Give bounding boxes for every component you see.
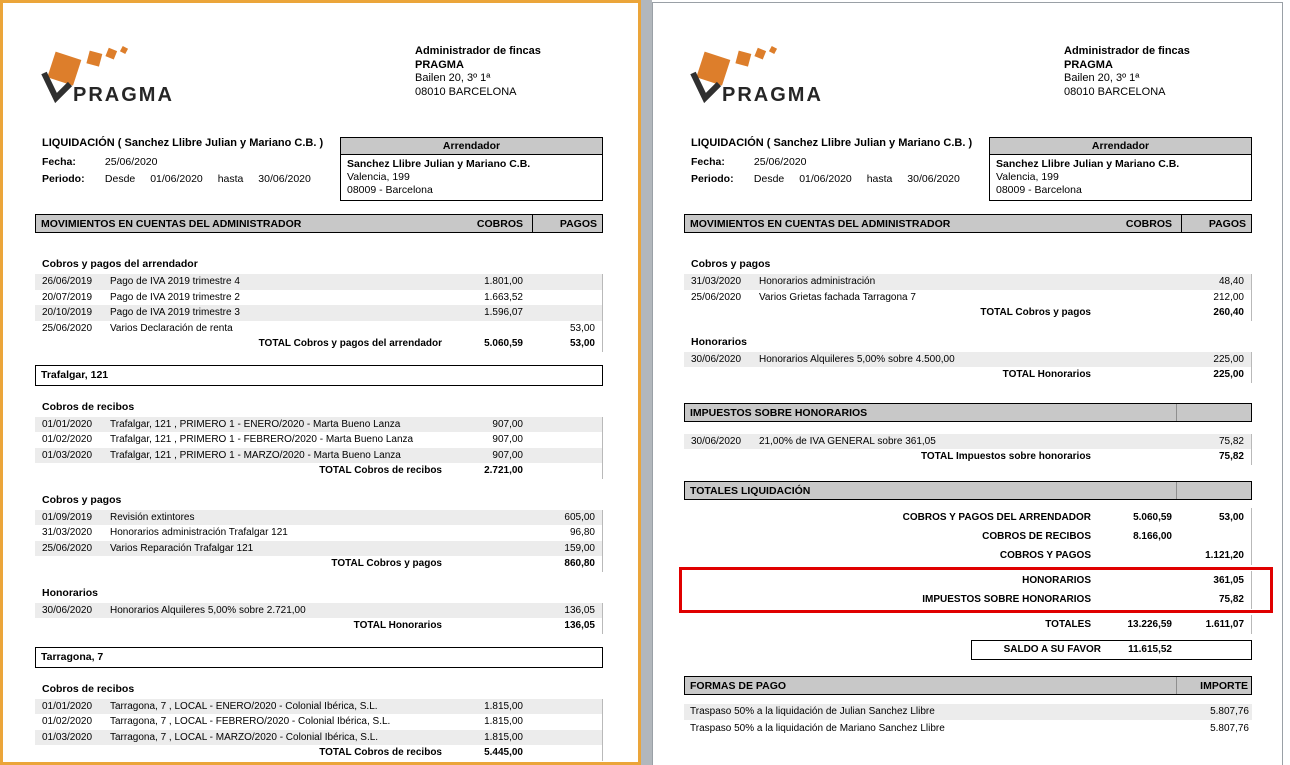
column-header-pagos: PAGOS <box>1181 215 1251 232</box>
total-row <box>35 618 603 634</box>
row-cobros: 1.663,52 <box>484 291 523 303</box>
company-address <box>1064 45 1252 107</box>
arrendador-box <box>989 137 1252 201</box>
row-pagos: 75,82 <box>1218 435 1244 447</box>
totals-cobros: 8.166,00 <box>1133 530 1172 542</box>
totals-row <box>684 508 1252 527</box>
totals-pagos: 53,00 <box>1218 511 1244 523</box>
table-row <box>684 352 1252 368</box>
property-header: Tarragona, 7 <box>35 647 603 668</box>
row-date: 30/06/2020 <box>42 604 93 616</box>
row-description: Pago de IVA 2019 trimestre 4 <box>110 276 240 288</box>
row-date: 01/03/2020 <box>42 731 93 743</box>
company-line: PRAGMA <box>1064 58 1113 71</box>
total-row <box>35 556 603 572</box>
company-line: Administrador de fincas <box>1064 45 1190 57</box>
periodo-row <box>691 173 989 185</box>
row-date: 20/07/2019 <box>42 291 93 303</box>
row-description: Trafalgar, 121 , PRIMERO 1 - FEBRERO/2020 - Marta Bueno Lanza <box>110 434 414 446</box>
row-date: 01/03/2020 <box>42 449 93 461</box>
page-header <box>684 45 1252 107</box>
periodo-label: Periodo: <box>691 173 734 185</box>
company-line: 08010 BARCELONA <box>1064 85 1166 98</box>
table-row <box>35 510 603 526</box>
totals-row-final <box>684 615 1252 634</box>
row-description: Honorarios Alquileres 5,00% sobre 4.500,00 <box>759 353 955 365</box>
table-rows <box>684 352 1252 368</box>
forma-pago-description: Traspaso 50% a la liquidación de Mariano Sanchez Llibre <box>690 723 945 734</box>
table-row <box>35 432 603 448</box>
row-description: 21,00% de IVA GENERAL sobre 361,05 <box>759 435 936 447</box>
fecha-value: 25/06/2020 <box>104 156 158 168</box>
page-left <box>0 0 641 765</box>
group-title: Cobros de recibos <box>42 400 135 413</box>
column-header-cobros: COBROS <box>476 218 523 230</box>
arrendador-name: Sanchez Llibre Julian y Mariano C.B. <box>996 158 1180 170</box>
row-pagos: 48,40 <box>1218 276 1244 288</box>
column-header-importe: IMPORTE <box>1176 677 1251 694</box>
row-description: Varios Grietas fachada Tarragona 7 <box>759 291 916 303</box>
section-bar-movimientos <box>35 214 603 233</box>
section-bar-title: MOVIMIENTOS EN CUENTAS DEL ADMINISTRADOR <box>690 218 951 230</box>
total-pagos: 75,82 <box>1218 451 1244 463</box>
totals-pagos: 1.121,20 <box>1205 549 1244 561</box>
periodo-row <box>42 173 340 185</box>
table-row <box>35 448 603 464</box>
total-label: TOTAL Honorarios <box>353 620 442 632</box>
total-label: TOTAL Cobros y pagos del arrendador <box>258 338 442 350</box>
table-row <box>35 274 603 290</box>
row-date: 31/03/2020 <box>691 276 742 288</box>
totals-pagos: 75,82 <box>1218 593 1244 605</box>
arrendador-address: 08009 - Barcelona <box>996 184 1082 196</box>
table-row <box>35 525 603 541</box>
row-pagos: 96,80 <box>569 527 595 539</box>
row-date: 25/06/2020 <box>42 542 93 554</box>
section-bar-right-cell <box>1176 404 1251 421</box>
total-row <box>684 449 1252 465</box>
total-row <box>35 745 603 761</box>
totals-row <box>684 527 1252 546</box>
totals-label: COBROS Y PAGOS DEL ARRENDADOR <box>902 511 1091 523</box>
desde-value: 01/06/2020 <box>799 173 852 185</box>
pragma-logo-icon <box>35 45 245 107</box>
totals-row <box>684 546 1252 565</box>
row-cobros: 907,00 <box>492 434 523 446</box>
logo-wordmark: PRAGMA <box>722 84 823 106</box>
company-line: Bailen 20, 3º 1ª <box>1064 72 1140 84</box>
row-description: Honorarios administración <box>759 276 876 288</box>
row-cobros: 1.815,00 <box>484 700 523 712</box>
section-bar-title: FORMAS DE PAGO <box>690 679 787 692</box>
page-header <box>35 45 603 107</box>
column-header-cobros: COBROS <box>1125 218 1172 230</box>
desde-label: Desde <box>104 173 136 185</box>
table-rows <box>35 510 603 557</box>
arrendador-box <box>340 137 603 201</box>
liquidacion-title: LIQUIDACIÓN ( Sanchez Llibre Julian y Mariano C.B. ) <box>42 137 324 149</box>
column-header-pagos: PAGOS <box>532 215 602 232</box>
row-description: Pago de IVA 2019 trimestre 3 <box>110 307 240 319</box>
forma-pago-row <box>684 704 1252 720</box>
red-highlight-box <box>679 567 1273 613</box>
section-bar-impuestos <box>684 403 1252 422</box>
total-cobros: 2.721,00 <box>484 465 523 477</box>
row-pagos: 53,00 <box>569 322 595 334</box>
table-rows <box>35 417 603 464</box>
total-row <box>35 463 603 479</box>
hasta-value: 30/06/2020 <box>258 173 311 185</box>
section-bar-title: IMPUESTOS SOBRE HONORARIOS <box>690 406 868 419</box>
totals-cobros: 5.060,59 <box>1133 511 1172 523</box>
total-row <box>684 305 1252 321</box>
table-row <box>35 714 603 730</box>
desde-value: 01/06/2020 <box>150 173 203 185</box>
arrendador-address: Valencia, 199 <box>996 171 1059 183</box>
saldo-box <box>971 640 1252 660</box>
desde-label: Desde <box>753 173 785 185</box>
group-title: Cobros y pagos <box>42 493 122 506</box>
section-bar-title: MOVIMIENTOS EN CUENTAS DEL ADMINISTRADOR <box>41 218 302 230</box>
row-date: 01/01/2020 <box>42 700 93 712</box>
row-cobros: 1.801,00 <box>484 276 523 288</box>
fecha-label: Fecha: <box>691 156 725 168</box>
table-row <box>35 603 603 619</box>
liquidacion-section <box>684 137 1252 201</box>
hasta-value: 30/06/2020 <box>907 173 960 185</box>
group-title: Cobros de recibos <box>42 682 135 695</box>
fecha-value: 25/06/2020 <box>753 156 807 168</box>
table-row <box>35 290 603 306</box>
hasta-label: hasta <box>866 173 893 185</box>
row-cobros: 907,00 <box>492 418 523 430</box>
total-cobros: 5.445,00 <box>484 747 523 759</box>
totals-pagos: 361,05 <box>1213 574 1244 586</box>
liquidacion-info <box>684 137 989 201</box>
row-pagos: 605,00 <box>564 511 595 523</box>
page-divider <box>641 0 652 765</box>
fecha-row <box>691 156 989 168</box>
totals-cobros: 13.226,59 <box>1127 618 1172 630</box>
table-row <box>684 274 1252 290</box>
forma-pago-importe: 5.807,76 <box>1210 723 1249 734</box>
total-pagos: 260,40 <box>1213 307 1244 319</box>
row-cobros: 1.596,07 <box>484 307 523 319</box>
row-description: Varios Reparación Trafalgar 121 <box>110 542 254 554</box>
group-title: Cobros y pagos del arrendador <box>42 258 198 270</box>
row-date: 01/01/2020 <box>42 418 93 430</box>
row-date: 25/06/2020 <box>691 291 742 303</box>
row-description: Honorarios administración Trafalgar 121 <box>110 527 288 539</box>
row-date: 30/06/2020 <box>691 353 742 365</box>
row-pagos: 212,00 <box>1213 291 1244 303</box>
table-row <box>35 321 603 337</box>
total-row <box>35 336 603 352</box>
total-pagos: 860,80 <box>564 558 595 570</box>
group-title: Cobros y pagos <box>691 258 771 270</box>
arrendador-title: Arrendador <box>990 138 1251 155</box>
table-row <box>35 699 603 715</box>
total-label: TOTAL Cobros de recibos <box>319 747 442 759</box>
table-rows <box>35 699 603 746</box>
section-bar-right-cell <box>1176 482 1251 499</box>
row-date: 20/10/2019 <box>42 307 93 319</box>
fecha-label: Fecha: <box>42 156 76 168</box>
total-label: TOTAL Honorarios <box>1002 369 1091 381</box>
formas-rows <box>684 704 1252 737</box>
section-bar-movimientos <box>684 214 1252 233</box>
total-cobros: 5.060,59 <box>484 338 523 350</box>
company-line: Administrador de fincas <box>415 45 541 57</box>
row-cobros: 907,00 <box>492 449 523 461</box>
row-description: Tarragona, 7 , LOCAL - ENERO/2020 - Colonial Ibérica, S.L. <box>110 700 378 712</box>
arrendador-address: Valencia, 199 <box>347 171 410 183</box>
hasta-label: hasta <box>217 173 244 185</box>
row-description: Revisión extintores <box>110 511 195 523</box>
totals-pagos: 1.611,07 <box>1205 618 1244 630</box>
company-address <box>415 45 603 107</box>
totals-rows-highlighted <box>684 571 1252 609</box>
table-rows <box>684 274 1252 305</box>
liquidacion-title: LIQUIDACIÓN ( Sanchez Llibre Julian y Mariano C.B. ) <box>691 137 973 149</box>
total-label: TOTAL Cobros y pagos <box>980 307 1091 319</box>
row-date: 26/06/2019 <box>42 276 93 288</box>
section-bar-title: TOTALES LIQUIDACIÓN <box>690 484 811 497</box>
company-line: 08010 BARCELONA <box>415 85 517 98</box>
totals-label: IMPUESTOS SOBRE HONORARIOS <box>922 593 1091 605</box>
row-description: Trafalgar, 121 , PRIMERO 1 - ENERO/2020 - Marta Bueno Lanza <box>110 418 401 430</box>
pragma-logo-icon <box>684 45 894 107</box>
totals-row <box>684 571 1252 590</box>
section-bar-formas-de-pago <box>684 676 1252 695</box>
total-label: TOTAL Cobros y pagos <box>331 558 442 570</box>
section-bar-totales <box>684 481 1252 500</box>
total-row <box>684 367 1252 383</box>
row-cobros: 1.815,00 <box>484 731 523 743</box>
periodo-label: Periodo: <box>42 173 85 185</box>
table-rows <box>35 603 603 619</box>
arrendador-name: Sanchez Llibre Julian y Mariano C.B. <box>347 158 531 170</box>
row-date: 30/06/2020 <box>691 435 742 447</box>
forma-pago-importe: 5.807,76 <box>1210 706 1249 717</box>
totals-label: COBROS DE RECIBOS <box>982 530 1091 542</box>
row-description: Varios Declaración de renta <box>110 322 233 334</box>
table-row <box>684 434 1252 450</box>
row-date: 01/02/2020 <box>42 716 93 728</box>
row-description: Honorarios Alquileres 5,00% sobre 2.721,00 <box>110 604 306 616</box>
liquidacion-section <box>35 137 603 201</box>
saldo-value: 11.615,52 <box>1128 644 1172 655</box>
row-date: 01/09/2019 <box>42 511 93 523</box>
page-right <box>652 2 1283 765</box>
arrendador-address: 08009 - Barcelona <box>347 184 433 196</box>
totals-row <box>684 590 1252 609</box>
table-row <box>35 730 603 746</box>
total-label: TOTAL Cobros de recibos <box>319 465 442 477</box>
forma-pago-row <box>684 721 1252 737</box>
totals-label: HONORARIOS <box>1022 574 1091 586</box>
liquidacion-info <box>35 137 340 201</box>
totals-rows <box>684 508 1252 565</box>
row-description: Tarragona, 7 , LOCAL - FEBRERO/2020 - Colonial Ibérica, S.L. <box>110 716 391 728</box>
row-description: Tarragona, 7 , LOCAL - MARZO/2020 - Colonial Ibérica, S.L. <box>110 731 379 743</box>
group-title: Honorarios <box>42 586 99 599</box>
table-rows <box>684 434 1252 450</box>
total-label: TOTAL Impuestos sobre honorarios <box>920 451 1091 463</box>
totals-label: COBROS Y PAGOS <box>999 549 1091 561</box>
total-pagos: 53,00 <box>569 338 595 350</box>
row-date: 01/02/2020 <box>42 434 93 446</box>
fecha-row <box>42 156 340 168</box>
row-pagos: 225,00 <box>1213 353 1244 365</box>
arrendador-details <box>341 155 602 200</box>
table-row <box>35 417 603 433</box>
row-date: 25/06/2020 <box>42 322 93 334</box>
saldo-label: SALDO A SU FAVOR <box>1003 644 1101 655</box>
total-pagos: 136,05 <box>564 620 595 632</box>
row-pagos: 136,05 <box>564 604 595 616</box>
property-header: Trafalgar, 121 <box>35 365 603 386</box>
row-pagos: 159,00 <box>564 542 595 554</box>
group-title: Honorarios <box>691 335 748 348</box>
logo-wordmark: PRAGMA <box>73 84 174 106</box>
table-row <box>35 305 603 321</box>
row-description: Pago de IVA 2019 trimestre 2 <box>110 291 240 303</box>
arrendador-title: Arrendador <box>341 138 602 155</box>
forma-pago-description: Traspaso 50% a la liquidación de Julian Sanchez Llibre <box>690 706 935 717</box>
table-rows <box>35 274 603 336</box>
row-cobros: 1.815,00 <box>484 716 523 728</box>
arrendador-details <box>990 155 1251 200</box>
row-description: Trafalgar, 121 , PRIMERO 1 - MARZO/2020 - Marta Bueno Lanza <box>110 449 401 461</box>
row-date: 31/03/2020 <box>42 527 93 539</box>
table-row <box>35 541 603 557</box>
company-line: PRAGMA <box>415 58 464 71</box>
company-line: Bailen 20, 3º 1ª <box>415 72 491 84</box>
totals-label: TOTALES <box>1045 618 1091 630</box>
total-pagos: 225,00 <box>1213 369 1244 381</box>
table-row <box>684 290 1252 306</box>
